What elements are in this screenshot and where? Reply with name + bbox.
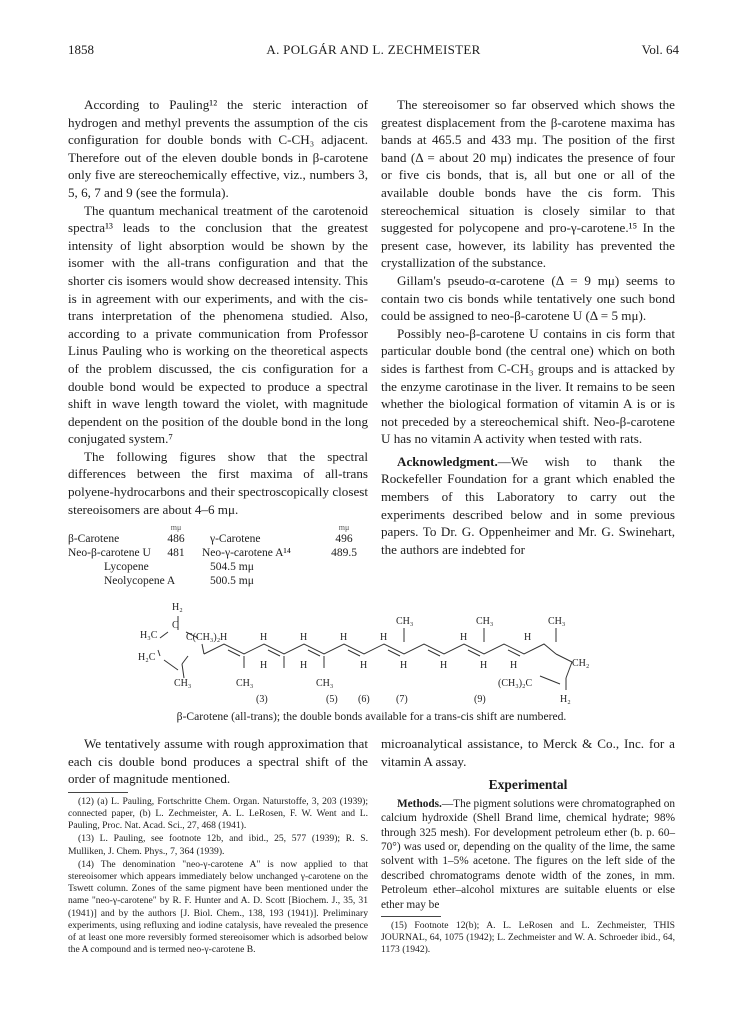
paragraph: Gillam's pseudo-α-carotene (Δ = 9 mμ) seems to contain two cis bonds while tentatively one such bond could be assigned to neo-β-carotene U (Δ = 5 mμ). (381, 272, 675, 324)
bond-number: (9) (474, 694, 486, 705)
atom-label: (CH₃)₂C (498, 678, 533, 689)
atom-label: H (260, 660, 268, 671)
bond-number: (7) (396, 694, 408, 705)
atom-label: CH₃ (236, 678, 254, 689)
acknowledgment-paragraph (381, 453, 675, 559)
section-heading: Experimental (488, 777, 568, 793)
table-row (68, 560, 368, 574)
acknowledgment-text: —We wish to thank the Rockefeller Foundation for a grant which enabled the members of this Laboratory to carry out the experiments described below and in some previous papers. To Dr. G. Oppenheimer and Mr. G. Swinehart, the authors are indebted for (381, 453, 675, 557)
atom-label: CH₃ (396, 616, 414, 627)
compound-value: 486 (167, 533, 185, 545)
compound-value: 504.5 mμ (210, 561, 254, 573)
footnote-rule (381, 916, 441, 917)
atom-label: H (300, 632, 308, 643)
acknowledgment-heading: Acknowledgment. (397, 453, 498, 469)
structure-caption: β-Carotene (all-trans); the double bonds available for a trans-cis shift are numbered. (176, 710, 567, 723)
right-column-top (381, 96, 675, 558)
atom-label: H (480, 660, 488, 671)
atom-label: H (300, 660, 308, 671)
unit-label: mμ (170, 523, 182, 532)
methods-section (381, 797, 675, 912)
methods-paragraph (381, 797, 675, 912)
spectral-differences-table (68, 523, 368, 588)
atom-label: H₂ (172, 602, 183, 613)
atom-label: H (440, 660, 448, 671)
paragraph: According to Pauling¹² the steric interaction of hydrogen and methyl prevents the assumption of the cis configuration for double bonds with C-CH₃ adjacent. Therefore out of the eleven double bonds in β-carotene only five are stereochemically effective, viz., numbers 3, 5, 6, 7 and 9 (see the formula). (68, 97, 368, 200)
atom-label: H₂ (560, 694, 571, 705)
compound-value: 489.5 (331, 547, 357, 559)
compound-name: γ-Carotene (210, 533, 261, 545)
atom-label: CH₂ (572, 658, 590, 669)
page-number: 1858 (68, 42, 94, 57)
atom-label: H (360, 660, 368, 671)
atom-label: CH₃ (316, 678, 334, 689)
compound-name: Neo-β-carotene U (68, 547, 151, 559)
left-column-top (68, 96, 368, 518)
paragraph: The quantum mechanical treatment of the carotenoid spectra¹³ leads to the conclusion that the greatest intensity of light absorption would be shown by the isomer with the all-trans configuration and that the shorter cis isomers would show decreased intensity. This is in agreement with our experiments, and with the cis-trans interpretation of the phenomena studied. Also, according to a private communication from Professor Linus Pauling who is working on the theoretical aspects of the problem discussed, the cis configuration for a double bond would be expected to produce a spectral shift in wave length toward the violet, with magnitude dependent on the position of the double bond in the long conjugated system.⁷ (68, 202, 368, 447)
paragraph: microanalytical assistance, to Merck & Co., Inc. for a vitamin A assay. (381, 736, 675, 769)
methods-text: —The pigment solutions were chromatographed on calcium hydroxide (Shell Brand lime, chemical hydrate; 98% through 325 mesh). For development petroleum ether (b. p. 60–70°) was used or, depending on the quality of the lime, the same solvent with 1–5% acetone. The figures on the left side of the described chromatograms denote width of the zones, in mm. Petroleum ether–alcohol mixtures are suitable eluents or else ether may be (381, 797, 675, 911)
unit-label: mμ (338, 523, 350, 532)
footnote: (14) The denomination "neo-γ-carotene A" is now applied to that stereoisomer which appears immediately below unchanged γ-carotene on the Tswett column. Zones of the same pigment have been mentioned under the name "neo-γ-carotene" by R. F. Hunter and A. D. Scott [Biochem. J., 35, 31 (1941)] and by the authors [J. Biol. Chem., 138, 193 (1941)]. Preliminary experiments, using refluxing and iodine catalysis, have revealed the presence of at least one more reversibly formed stereoisomer which is adsorbed below the A compound and is termed neo-γ-carotene B. (68, 858, 368, 956)
table-row (68, 532, 368, 546)
footnote: (12) (a) L. Pauling, Fortschritte Chem. Organ. Naturstoffe, 3, 203 (1939); connected paper, (b) L. Zechmeister, A. L. LeRosen, F. W. Went and L. Pauling, Proc. Nat. Acad. Sci., 27, 468 (1941). (68, 795, 368, 832)
footnote: (15) Footnote 12(b); A. L. LeRosen and L. Zechmeister, THIS JOURNAL, 64, 1075 (1942); L. Zechmeister and W. A. Schroeder ibid., 64, 1173 (1942). (381, 920, 675, 956)
volume-label: Vol. 64 (641, 42, 679, 57)
atom-label: H (524, 632, 532, 643)
atom-label: H (220, 632, 228, 643)
table-row (68, 546, 368, 560)
atom-label: C(CH₃)₂ (186, 632, 221, 643)
table-row (68, 574, 368, 588)
compound-name: Neolycopene A (104, 575, 176, 587)
page-header (68, 42, 679, 60)
atom-label: C (172, 620, 179, 631)
paragraph: The stereoisomer so far observed which shows the greatest displacement from the β-carotene maxima has bands at 465.5 and 433 mμ. The position of the first band (Δ = about 20 mμ) indicates the presence of four or five cis bonds, that is, all but one or all of the available double bonds have the cis form. This stereochemical situation is closely similar to that suggested for polycopene and pro-γ-carotene.¹⁵ In the present case, however, its lability has prevented the crystallization of the substance. (381, 97, 675, 271)
bond-number: (5) (326, 694, 338, 705)
right-column-bottom (381, 735, 675, 958)
atom-label: H₂C (138, 652, 156, 663)
atom-label: CH₃ (548, 616, 566, 627)
running-title: A. POLGÁR AND L. ZECHMEISTER (266, 42, 481, 57)
atom-label: H (380, 632, 388, 643)
bond-number: (6) (358, 694, 370, 705)
atom-label: H (400, 660, 408, 671)
paragraph: We tentatively assume with rough approximation that each cis double bond produces a spectral shift of the order of magnitude mentioned. (68, 736, 368, 787)
compound-value: 481 (167, 547, 185, 559)
paragraph: The following figures show that the spectral differences between the first maxima of all-trans polyene-hydrocarbons and their spectroscopically closest stereoisomers are about 4–6 mμ. (68, 448, 368, 517)
left-column-bottom (68, 735, 368, 957)
footnote: (13) L. Pauling, see footnote 12b, and ibid., 25, 577 (1939); R. S. Mulliken, J. Chem. Phys., 7, 364 (1939). (68, 833, 368, 857)
bond-number: (3) (256, 694, 268, 705)
atom-label: H (260, 632, 268, 643)
compound-value: 500.5 mμ (210, 575, 254, 587)
atom-label: H (510, 660, 518, 671)
atom-label: H₃C (140, 630, 158, 641)
footnote-rule (68, 792, 128, 793)
compound-value: 496 (335, 533, 353, 545)
atom-label: H (340, 632, 348, 643)
compound-name: Lycopene (104, 561, 149, 573)
beta-carotene-structure (120, 598, 660, 710)
atom-label: CH₃ (476, 616, 494, 627)
atom-label: H (460, 632, 468, 643)
atom-label: CH₃ (174, 678, 192, 689)
paragraph: Possibly neo-β-carotene U contains in cis form that particular double bond (the central one) which on both sides is farthest from C-CH₃ groups and is attacked by the enzyme carotinase in the liver. It remains to be seen whether the biological formation of vitamin A is or is not preceded by a stereochemical shift. Neo-β-carotene U has no vitamin A activity when tested with rats. (381, 325, 675, 447)
compound-name: β-Carotene (68, 533, 120, 545)
compound-name: Neo-γ-carotene A¹⁴ (202, 547, 291, 559)
methods-label: Methods. (397, 797, 442, 810)
footnotes (68, 796, 368, 957)
footnotes (381, 920, 675, 957)
